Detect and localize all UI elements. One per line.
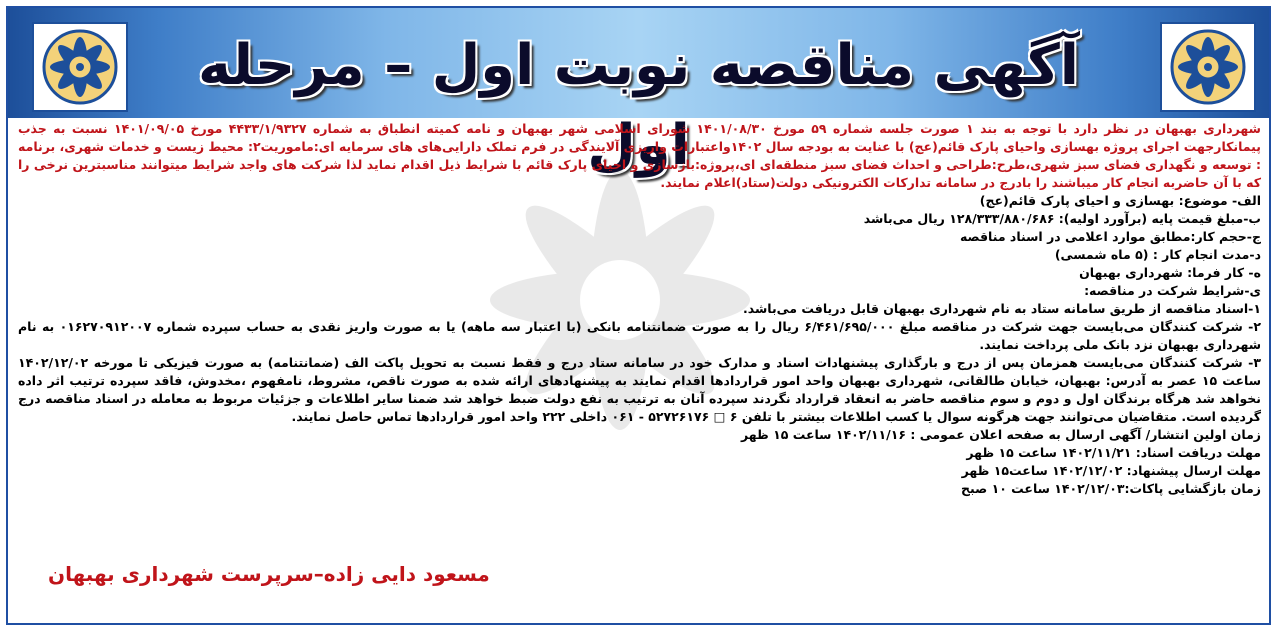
item-subject: الف- موضوع: بهسازی و احیای پارک قائم(عج) <box>979 193 1261 208</box>
condition-2: ۲- شرکت کنندگان می‌بایست جهت شرکت در مناقصه مبلغ ۶/۴۶۱/۶۹۵/۰۰۰ ریال را به صورت ضمانتنامه بانکی (با اعتبار سه ماهه) یا به صورت واریز نقدی به حساب سپرده شماره ۰۱۶۲۷۰۹۱۲۰۰۷ به نام شهرداری بهبهان نزد بانک ملی پرداخت نمایند. <box>18 319 1261 352</box>
date-first-publish: زمان اولین انتشار/ آگهی ارسال به صفحه اعلان عمومی : ۱۴۰۲/۱۱/۱۶ ساعت ۱۵ ظهر <box>740 427 1261 442</box>
intro-paragraph: شهرداری بهبهان در نظر دارد با توجه به بند ۱ صورت جلسه شماره ۵۹ مورخ ۱۴۰۱/۰۸/۳۰ شورای اسلامی شهر بهبهان و نامه کمیته انطباق به شماره ۴۴۳۳/۱/۹۳۲۷ مورخ ۱۴۰۱/۰۹/۰۵ نسبت به جذب پیمانکارجهت اجرای پروژه بهسازی واحیای پارک قائم(عج) با عنایت به بودجه سال ۱۴۰۲واعتبارات واریزی آلایندگی در فرم تملک دارایی‌های های سرمایه ای:ماموریت۲: محیط زیست و خدمات شهری، برنامه : توسعه و نگهداری فضای سبز شهری،طرح:طراحی و احداث فضای سبز منطقه‌ای ای،پروژه:بازسازی و احیای پارک قائم با شرایط ذیل اقدام نماید لذا شرکت های واجد شرایط میتوانند مناسبترین نرخی را که با آن حاضربه انجام کار میباشند را بادرج در سامانه تدارکات الکترونیکی دولت(ستاد)اعلام نمایند. <box>18 121 1261 190</box>
date-opening: زمان بازگشایی پاکات:۱۴۰۲/۱۲/۰۳ ساعت ۱۰ صبح <box>961 481 1261 496</box>
municipality-emblem-right-icon <box>1160 22 1256 112</box>
condition-3: ۳- شرکت کنندگان می‌بایست همزمان پس از درج و بارگذاری پیشنهادات اسناد و مدارک خود در سامانه ستاد درج و فقط نسبت به تحویل پاکت الف (ضمانتنامه) به صورت فیزیکی تا مورخه ۱۴۰۲/۱۲/۰۲ ساعت ۱۵ عصر به آدرس: بهبهان، خیابان طالقانی، شهرداری بهبهان واحد امور قراردادها اقدام نمایند به پیشنهادهای ارائه شده به صورت ناقص، مشروط، نامفهوم ،مخدوش، فاقد سپرده ترتیب اثر داده نخواهد شد هرگاه برندگان اول و دوم و سوم مناقصه حاضر به انعقاد قرارداد نگردند سپرده آنان به ترتیب به نفع دولت ضبط خواهد شد ضمنا سایر اطلاعات و جزئیات مربوط به معامله در اسناد مناقصه درج گردیده است. متقاضیان می‌توانند جهت هرگونه سوال یا کسب اطلاعات بیشتر با تلفن ۶ □ ۵۲۷۲۶۱۷۶ - ۰۶۱ داخلی ۲۲۲ واحد امور قراردادها تماس حاصل نمایند. <box>18 355 1261 424</box>
ad-body <box>18 120 1261 498</box>
municipality-emblem-left-icon <box>32 22 128 112</box>
item-employer: ه- کار فرما: شهرداری بهبهان <box>1079 265 1261 280</box>
date-bid-deadline: مهلت ارسال پیشنهاد: ۱۴۰۲/۱۲/۰۲ ساعت۱۵ ظهر <box>961 463 1261 478</box>
item-work-volume: ج-حجم کار:مطابق موارد اعلامی در اسناد مناقصه <box>959 229 1261 244</box>
date-doc-deadline: مهلت دریافت اسناد: ۱۴۰۲/۱۱/۲۱ ساعت ۱۵ ظهر <box>966 445 1261 460</box>
item-base-price: ب-مبلغ قیمت پایه (برآورد اولیه): ۱۲۸/۳۳۳/۸۸۰/۶۸۶ ریال می‌باشد <box>863 211 1261 226</box>
item-duration: د-مدت انجام کار : (۵ ماه شمسی) <box>1054 247 1261 262</box>
item-conditions-heading: ی-شرایط شرکت در مناقصه: <box>1084 283 1261 298</box>
condition-1: ۱-اسناد مناقصه از طریق سامانه ستاد به نام شهرداری بهبهان قابل دریافت می‌باشد. <box>743 301 1261 316</box>
ad-title: آگهی مناقصه نوبت اول – مرحله اول <box>198 33 1079 178</box>
signature: مسعود دایی زاده–سرپرست شهرداری بهبهان <box>48 562 490 586</box>
